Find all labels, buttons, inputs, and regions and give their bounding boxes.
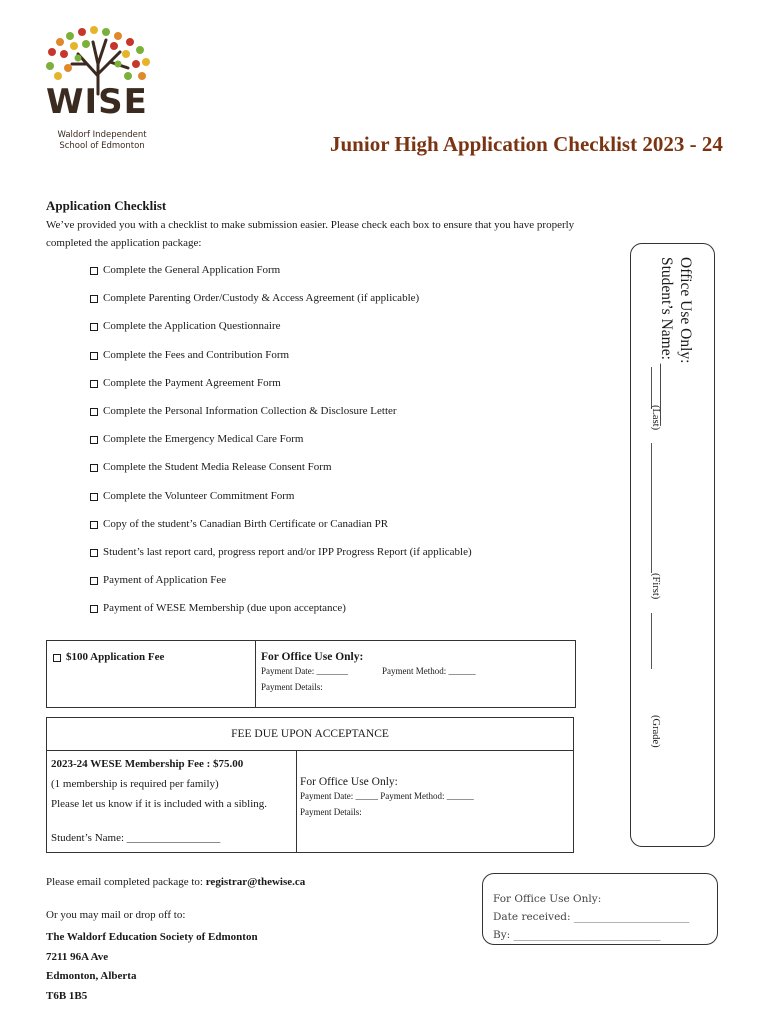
checklist-item [90, 292, 472, 320]
mail-instruction: Or you may mail or drop off to: [46, 909, 186, 921]
checklist-item-label: Complete the Emergency Medical Care Form [103, 433, 304, 446]
side-panel-heading [657, 257, 695, 426]
side-panel-text [627, 243, 717, 845]
side-panel-line-1: Office Use Only: [677, 257, 694, 364]
checkbox[interactable] [90, 436, 98, 444]
checkbox[interactable] [90, 605, 98, 613]
intro-text: We’ve provided you with a checklist to make submission easier. Please check each box to ensure that you have properly completed the application package: [46, 219, 575, 249]
received-by-field[interactable]: By: ____________________________ [493, 929, 661, 941]
email-prefix: Please email completed package to: [46, 876, 206, 888]
checklist-item [90, 602, 472, 630]
office-use-box [482, 873, 718, 945]
office-use-box-text [493, 890, 689, 944]
checkbox[interactable] [90, 549, 98, 557]
application-fee-item [53, 651, 164, 663]
payment-details-field[interactable]: Payment Details: [261, 682, 323, 692]
side-name-line [651, 367, 652, 409]
membership-fee: 2023-24 WESE Membership Fee : $75.00 [51, 758, 244, 770]
page-title: Junior High Application Checklist 2023 - 24 [330, 132, 723, 156]
payment-date-field[interactable]: Payment Date: _______ [261, 666, 348, 676]
checkbox[interactable] [90, 464, 98, 472]
checklist-item [90, 518, 472, 546]
address-line: 7211 96A Ave [46, 950, 109, 963]
checklist-item [90, 264, 472, 292]
logo-subtitle-line-2: School of Edmonton [59, 141, 145, 151]
checklist-item [90, 546, 472, 574]
checklist-item-label: Student’s last report card, progress report and/or IPP Progress Report (if applicable) [103, 545, 472, 558]
checklist-item [90, 433, 472, 461]
checklist-item-label: Complete the Payment Agreement Form [103, 376, 281, 389]
checklist-item [90, 320, 472, 348]
checklist-item [90, 349, 472, 377]
student-name-field[interactable]: Student’s Name: _________________ [51, 832, 221, 844]
office-use-block [300, 776, 474, 820]
checklist-item [90, 490, 472, 518]
checklist-item-label: Complete the Student Media Release Consent Form [103, 461, 332, 474]
checkbox[interactable] [90, 295, 98, 303]
checklist [90, 264, 472, 630]
checkbox[interactable] [90, 577, 98, 585]
date-received-field[interactable]: Date received: ______________________ [493, 911, 690, 923]
side-label-last: (Last) [650, 405, 661, 431]
membership-note-1: (1 membership is required per family) [51, 778, 219, 790]
email-instruction [46, 876, 305, 888]
payment-details-field[interactable]: Payment Details: [300, 807, 362, 817]
address-line: The Waldorf Education Society of Edmonton [46, 931, 258, 943]
side-label-grade: (Grade) [650, 715, 661, 748]
checklist-item-label: Complete the Fees and Contribution Form [103, 348, 290, 361]
application-fee-label: $100 Application Fee [66, 651, 165, 663]
application-fee-box [46, 640, 576, 708]
office-use-title: For Office Use Only: [493, 893, 602, 905]
payment-row[interactable]: Payment Date: _____ Payment Method: ______ [300, 791, 474, 801]
office-use-block [261, 651, 476, 695]
address-line: Edmonton, Alberta [46, 970, 137, 982]
checklist-item [90, 461, 472, 489]
office-use-title: For Office Use Only: [261, 651, 364, 663]
logo-wordmark: WISE [46, 82, 148, 122]
divider [296, 751, 297, 852]
checkbox[interactable] [90, 493, 98, 501]
payment-method-field[interactable]: Payment Method: ______ [382, 666, 476, 676]
checkbox[interactable] [90, 352, 98, 360]
membership-note-2: Please let us know if it is included with a sibling. [51, 798, 268, 810]
side-panel-line-2: Student’s Name: ________ [658, 257, 675, 426]
checklist-item-label: Complete Parenting Order/Custody & Access Agreement (if applicable) [103, 292, 420, 305]
side-label-first: (First) [650, 573, 661, 600]
checklist-item-label: Complete the Application Questionnaire [103, 320, 281, 333]
checkbox[interactable] [53, 654, 61, 662]
checkbox[interactable] [90, 380, 98, 388]
mailing-address [46, 928, 258, 1006]
office-use-title: For Office Use Only: [300, 776, 398, 788]
acceptance-fee-box [46, 717, 574, 853]
checklist-item-label: Complete the General Application Form [103, 264, 281, 276]
acceptance-heading: FEE DUE UPON ACCEPTANCE [47, 718, 573, 751]
checklist-item-label: Complete the Personal Information Collection & Disclosure Letter [103, 404, 397, 417]
address-line: T6B 1B5 [46, 989, 88, 1002]
checklist-item-label: Complete the Volunteer Commitment Form [103, 489, 295, 502]
logo-subtitle-line-1: Waldorf Independent [57, 130, 147, 140]
checklist-item [90, 574, 472, 602]
checkbox[interactable] [90, 408, 98, 416]
checklist-item [90, 377, 472, 405]
checklist-item-label: Copy of the student’s Canadian Birth Certificate or Canadian PR [103, 517, 389, 530]
checkbox[interactable] [90, 521, 98, 529]
divider [255, 641, 256, 707]
checklist-item-label: Payment of WESE Membership (due upon acceptance) [103, 602, 346, 615]
checklist-item-label: Payment of Application Fee [103, 574, 227, 587]
checkbox[interactable] [90, 267, 98, 275]
membership-fee-block [51, 754, 267, 848]
checklist-item [90, 405, 472, 433]
side-name-line [651, 443, 652, 573]
side-name-line [651, 613, 652, 669]
logo-subtitle [52, 130, 152, 152]
section-title: Application Checklist [46, 198, 167, 213]
payment-row [261, 663, 476, 679]
checkbox[interactable] [90, 323, 98, 331]
email-link[interactable]: registrar@thewise.ca [205, 876, 306, 888]
